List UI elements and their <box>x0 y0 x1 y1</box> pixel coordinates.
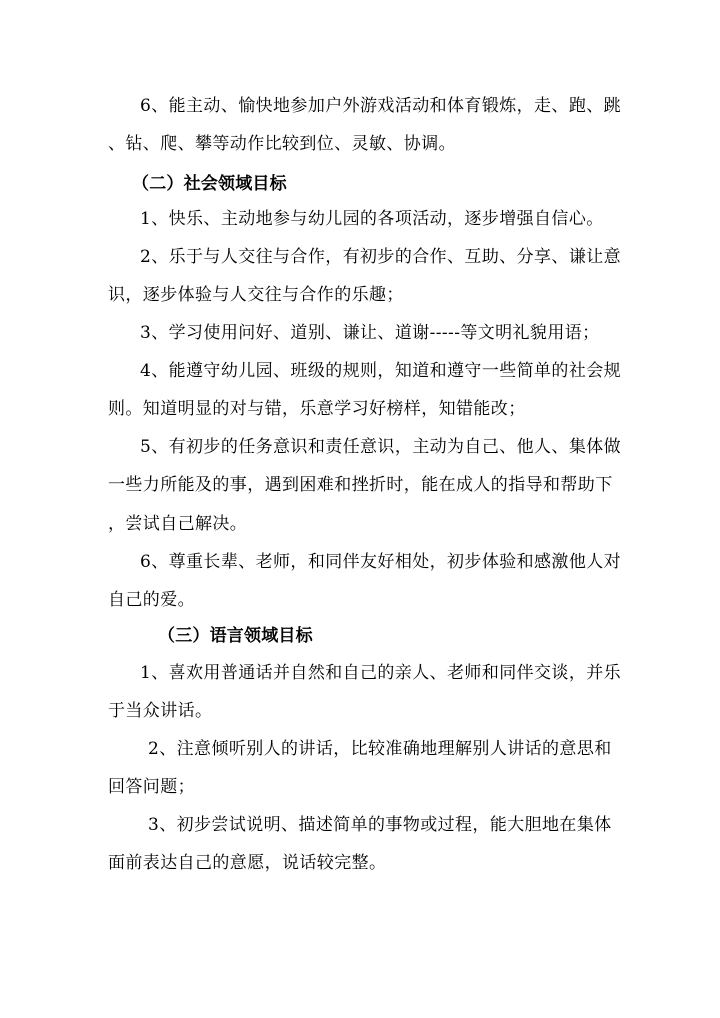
language-goal-3-line-1: 3、初步尝试说明、描述简单的事物或过程，能大胆地在集体 <box>148 815 612 835</box>
social-goal-4-line-2: 则。知道明显的对与错，乐意学习好榜样，知错能改； <box>108 399 526 419</box>
social-goal-2-line-2: 识，逐步体验与人交往与合作的乐趣； <box>108 285 404 305</box>
language-goal-2-line-1: 2、注意倾听别人的讲话，比较准确地理解别人讲话的意思和 <box>148 739 612 759</box>
social-goal-2-line-1: 2、乐于与人交往与合作，有初步的合作、互助、分享、谦让意 <box>140 247 622 267</box>
social-goal-6-line-2: 自己的爱。 <box>108 590 195 610</box>
language-goal-1-line-2: 于当众讲话。 <box>108 701 213 721</box>
language-goal-2-line-2: 回答问题； <box>108 777 195 797</box>
social-goal-1: 1、快乐、主动地参与幼儿园的各项活动，逐步增强自信心。 <box>140 209 604 229</box>
language-goal-3-line-2: 面前表达自己的意愿，说话较完整。 <box>108 853 387 873</box>
language-goal-1-line-1: 1、喜欢用普通话并自然和自己的亲人、老师和同伴交谈，并乐 <box>140 663 622 683</box>
goal-6-line-2: 、钻、爬、攀等动作比较到位、灵敏、协调。 <box>108 134 456 154</box>
social-goal-3: 3、学习使用问好、道别、谦让、道谢-----等文明礼貌用语； <box>140 323 600 343</box>
social-goal-5-line-2: 一些力所能及的事，遇到困难和挫折时，能在成人的指导和帮助下 <box>108 475 613 495</box>
goal-6-line-1: 6、能主动、愉快地参加户外游戏活动和体育锻炼，走、跑、跳 <box>140 96 622 116</box>
social-goal-6-line-1: 6、尊重长辈、老师，和同伴友好相处，初步体验和感激他人对 <box>140 552 622 572</box>
social-goal-4-line-1: 4、能遵守幼儿园、班级的规则，知道和遵守一些简单的社会规 <box>140 361 622 381</box>
section-heading-social: （二）社会领域目标 <box>132 174 287 194</box>
section-heading-language: （三）语言领域目标 <box>158 626 313 646</box>
social-goal-5-line-1: 5、有初步的任务意识和责任意识，主动为自己、他人、集体做 <box>140 437 622 457</box>
social-goal-5-line-3: ，尝试自己解决。 <box>108 514 248 534</box>
